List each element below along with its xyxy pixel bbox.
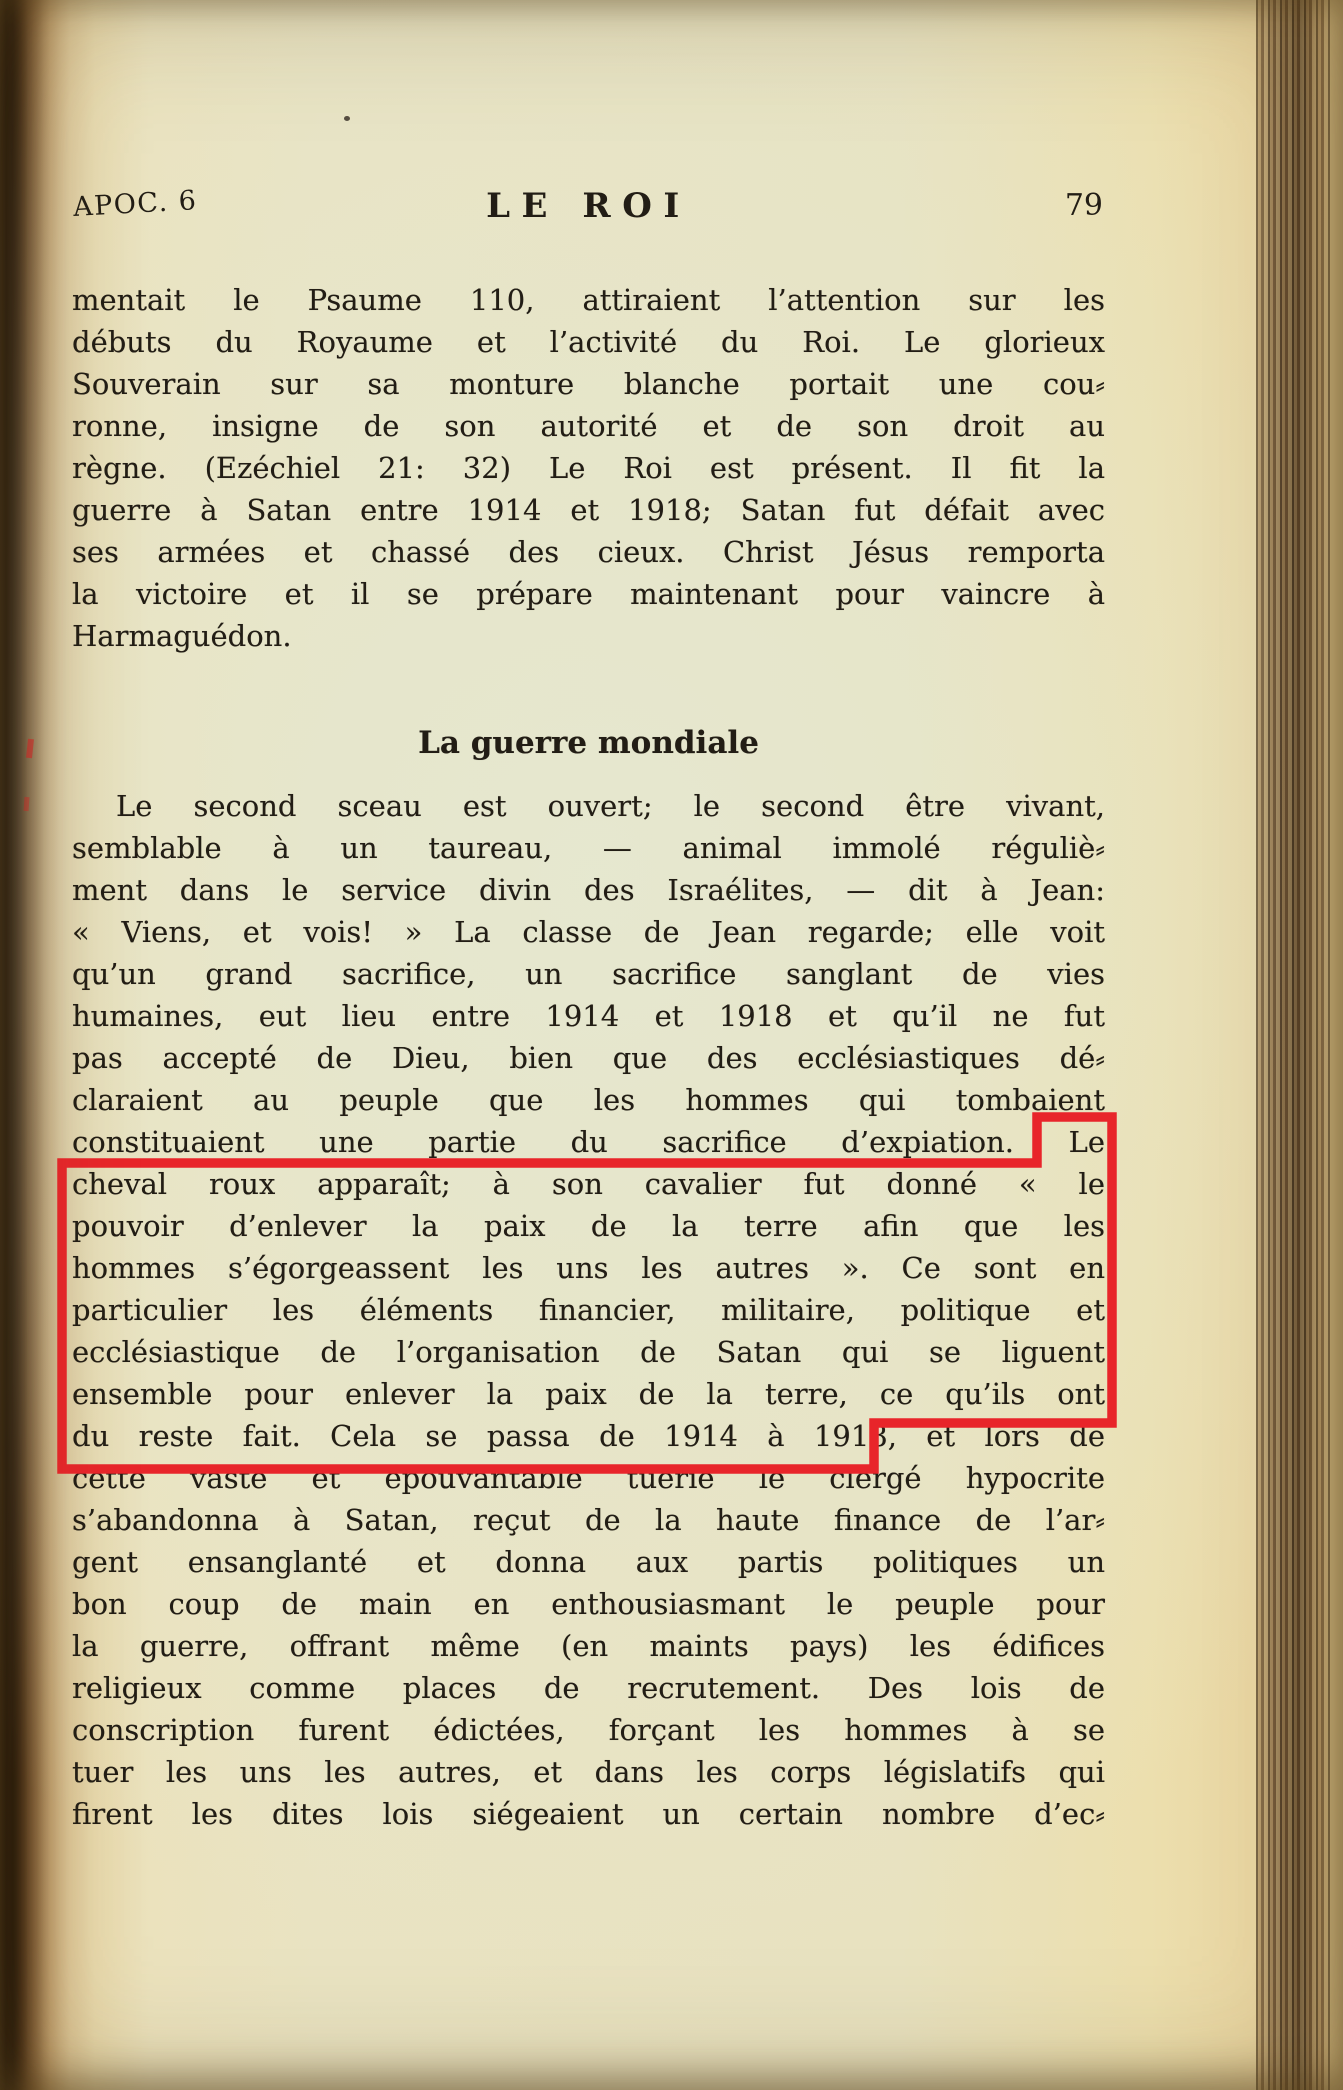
text-line: mentait le Psaume 110, attiraient l’attention sur les: [72, 283, 1105, 317]
book-binding-left-edge: [0, 0, 60, 2090]
page-outer-edge: [1330, 0, 1343, 2090]
text-line: règne. (Ezéchiel 21: 32) Le Roi est présent. Il fit la: [72, 451, 1105, 485]
text-line: Le second sceau est ouvert; le second être vivant,: [116, 789, 1105, 823]
text-line: ses armées et chassé des cieux. Christ Jésus remporta: [72, 535, 1105, 569]
running-header-section: APOC. 6: [72, 185, 199, 223]
text-line: débuts du Royaume et l’activité du Roi. Le glorieux: [72, 325, 1105, 359]
text-line: Souverain sur sa monture blanche portait une cou⸗: [72, 367, 1105, 401]
text-line: hommes s’égorgeassent les uns les autres ». Ce sont en: [72, 1251, 1105, 1285]
text-line: firent les dites lois siégeaient un certain nombre d’ec⸗: [72, 1797, 1105, 1831]
text-line: gent ensanglanté et donna aux partis politiques un: [72, 1545, 1105, 1579]
paragraph-1: [72, 279, 1105, 657]
text-line: ment dans le service divin des Israélites, — dit à Jean:: [72, 873, 1105, 907]
text-line: ensemble pour enlever la paix de la terre, ce qu’ils ont: [72, 1377, 1105, 1411]
running-header-title: LE ROI: [486, 186, 691, 226]
text-line: la victoire et il se prépare maintenant pour vaincre à: [72, 577, 1105, 611]
running-header: [72, 186, 1105, 236]
text-line: ecclésiastique de l’organisation de Satan qui se liguent: [72, 1335, 1105, 1369]
text-line: constituaient une partie du sacrifice d’expiation. Le: [72, 1125, 1105, 1159]
text-line: bon coup de main en enthousiasmant le peuple pour: [72, 1587, 1105, 1621]
text-line: Harmaguédon.: [72, 619, 292, 653]
text-line: pas accepté de Dieu, bien que des ecclésiastiques dé⸗: [72, 1041, 1105, 1075]
text-line: « Viens, et vois! » La classe de Jean regarde; elle voit: [72, 915, 1105, 949]
text-line: claraient au peuple que les hommes qui tombaient: [72, 1083, 1105, 1117]
text-line: cheval roux apparaît; à son cavalier fut donné « le: [72, 1167, 1105, 1201]
section-heading: La guerre mondiale: [418, 725, 759, 761]
text-line: ronne, insigne de son autorité et de son droit au: [72, 409, 1105, 443]
text-line: religieux comme places de recrutement. Des lois de: [72, 1671, 1105, 1705]
paragraph-2: [72, 785, 1105, 1835]
text-line: conscription furent édictées, forçant les hommes à se: [72, 1713, 1105, 1747]
text-line: guerre à Satan entre 1914 et 1918; Satan fut défait avec: [72, 493, 1105, 527]
red-margin-mark: [24, 797, 30, 811]
text-line: la guerre, offrant même (en maints pays) les édifices: [72, 1629, 1105, 1663]
text-line: s’abandonna à Satan, reçut de la haute finance de l’ar⸗: [72, 1503, 1105, 1537]
page-number: 79: [1064, 188, 1103, 223]
text-line: tuer les uns les autres, et dans les corps législatifs qui: [72, 1755, 1105, 1789]
text-line: qu’un grand sacrifice, un sacrifice sanglant de vies: [72, 957, 1105, 991]
page-edges-right: [1256, 0, 1330, 2090]
text-line: cette vaste et épouvantable tuerie le clergé hypocrite: [72, 1461, 1105, 1495]
text-line: semblable à un taureau, — animal immolé réguliè⸗: [72, 831, 1105, 865]
text-line: pouvoir d’enlever la paix de la terre afin que les: [72, 1209, 1105, 1243]
text-line: du reste fait. Cela se passa de 1914 à 1918, et lors de: [72, 1419, 1105, 1453]
scan-speck: [344, 116, 350, 121]
text-line: particulier les éléments financier, militaire, politique et: [72, 1293, 1105, 1327]
text-line: humaines, eut lieu entre 1914 et 1918 et qu’il ne fut: [72, 999, 1105, 1033]
